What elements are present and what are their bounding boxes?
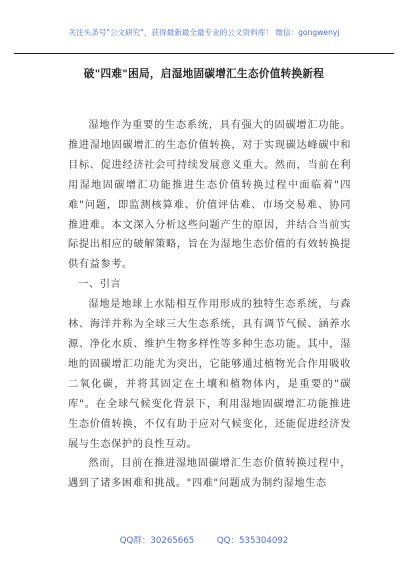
page-footer	[0, 534, 408, 546]
document-body	[68, 116, 351, 494]
header-notice: 关注头条号"公文研究"，获得最新最全最专业的公文资料库！ 微信：gongwenyj	[68, 28, 340, 37]
abstract-paragraph: 湿地作为重要的生态系统，具有强大的固碳增汇功能。推进湿地固碳增汇的生态价值转换，对于实现碳达峰碳中和目标、促进经济社会可持续发展意义重大。然而，当前在利用湿地固碳增汇功能推进生态价值转换过程中面临着"四难"问题，即监测核算难、价值评估难、市场交易难、协同推进难。本文深入分析这些问题产生的原因，并结合当前实际提出相应的破解策略，旨在为湿地生态价值的有效转换提供有益参考。	[68, 120, 351, 271]
footer-qq-contact: QQ：535304092	[216, 536, 289, 546]
page-header	[0, 0, 408, 54]
footer-qq-group: QQ群：30265665	[119, 536, 195, 546]
section-heading-introduction: 一、引言	[78, 279, 122, 291]
body-paragraph: 湿地是地球上水陆相互作用形成的独特生态系统，与森林、海洋并称为全球三大生态系统，具有调节气候、涵养水源、净化水质、维护生物多样性等多种生态功能。其中，湿地的固碳增汇功能尤为突出，它能够通过植物光合作用吸收二氧化碳，并将其固定在土壤和植物体内，是重要的"碳库"。在全球气候变化背景下，利用湿地固碳增汇功能推进生态价值转换，不仅有助于应对气候变化，还能促进经济发展与生态保护的良性互动。	[68, 299, 351, 450]
document-title: 破"四难"困局，启湿地固碳增汇生态价值转换新程	[83, 68, 325, 80]
header-divider	[14, 53, 394, 54]
body-paragraph: 然而，目前在推进湿地固碳增汇生态价值转换过程中，遇到了诸多困难和挑战。"四难"问题成为制约湿地生态	[68, 458, 351, 490]
